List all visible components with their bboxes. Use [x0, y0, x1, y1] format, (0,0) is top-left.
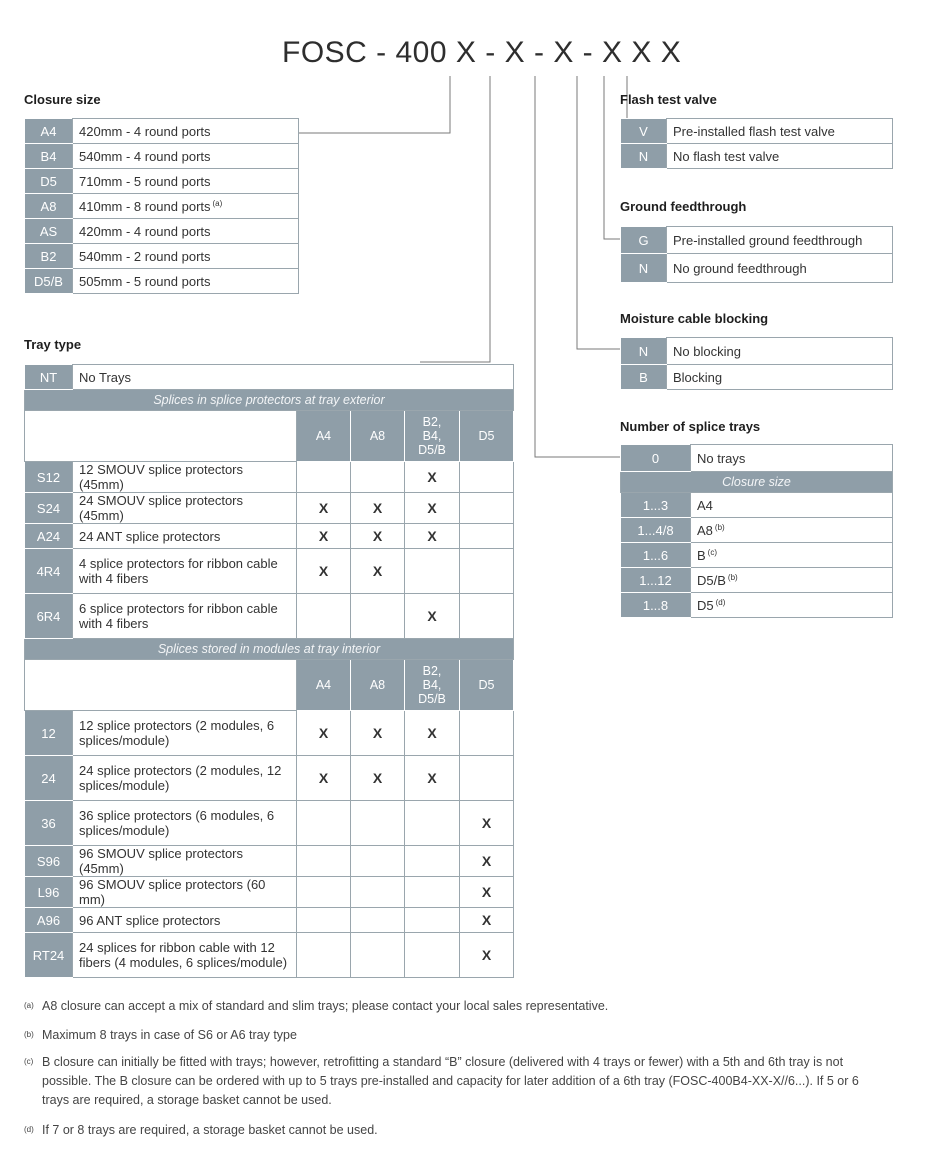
code-cell: L96	[25, 877, 73, 908]
code-cell: N	[621, 144, 667, 169]
code-cell: S24	[25, 493, 73, 524]
table-row	[621, 568, 893, 593]
mark-cell	[351, 877, 405, 908]
desc-cell: No trays	[691, 445, 893, 472]
code-cell: 4R4	[25, 549, 73, 594]
desc-cell: 540mm - 4 round ports	[73, 144, 299, 169]
desc-cell: 410mm - 8 round ports $^{(a)}$	[73, 194, 299, 219]
section-band: Splices stored in modules at tray interior	[25, 639, 514, 660]
mark-cell: X	[460, 933, 514, 978]
flash-test-valve-table	[620, 118, 893, 169]
code-cell: D5	[25, 169, 73, 194]
desc-cell: 24 SMOUV splice protectors (45mm)	[73, 493, 297, 524]
mark-cell	[297, 801, 351, 846]
col-header: A4	[297, 411, 351, 462]
title-sep-2: -	[533, 36, 545, 69]
column-header-row	[25, 411, 514, 462]
desc-cell: No blocking	[667, 338, 893, 365]
code-cell: 24	[25, 756, 73, 801]
section-band: Splices in splice protectors at tray exterior	[25, 390, 514, 411]
code-cell: V	[621, 119, 667, 144]
mark-cell: X	[351, 756, 405, 801]
code-cell: RT24	[25, 933, 73, 978]
desc-cell: 12 SMOUV splice protectors (45mm)	[73, 462, 297, 493]
mark-cell	[297, 846, 351, 877]
col-header: A8	[351, 660, 405, 711]
mark-cell	[297, 908, 351, 933]
mark-cell	[405, 877, 460, 908]
mark-cell: X	[405, 756, 460, 801]
table-row	[621, 445, 893, 472]
col-header: A4	[297, 660, 351, 711]
closure-size-heading: Closure size	[24, 92, 101, 107]
table-row	[25, 756, 514, 801]
code-cell: G	[621, 227, 667, 254]
mark-cell	[460, 711, 514, 756]
footnote-c: (c) B closure can initially be fitted with trays; however, retrofitting a standard “B” closure (delivered with 4 trays or fewer) with a 5th and 6th tray is not possible. The B closure can be ordered with up to 5 trays pre-installed and capacity for later addition of a 6th tray (FOSC-400B4-XX-X//6...). If 5 or 6 trays are required, a storage basket cannot be used.	[24, 1055, 859, 1107]
desc-cell: 12 splice protectors (2 modules, 6 splices/module)	[73, 711, 297, 756]
title-prefix: FOSC - 400	[282, 36, 448, 69]
desc-cell: 540mm - 2 round ports	[73, 244, 299, 269]
table-row	[25, 244, 299, 269]
code-cell: 1...8	[621, 593, 691, 618]
mark-cell	[297, 462, 351, 493]
mark-cell	[405, 801, 460, 846]
table-row	[621, 227, 893, 254]
mark-cell: X	[351, 711, 405, 756]
blank-header	[25, 411, 297, 462]
mark-cell	[460, 524, 514, 549]
col-header: D5	[460, 660, 514, 711]
table-row	[25, 493, 514, 524]
code-cell: S12	[25, 462, 73, 493]
mark-cell: X	[297, 756, 351, 801]
section-band: Closure size	[621, 472, 893, 493]
mark-cell: X	[351, 549, 405, 594]
mark-cell: X	[460, 801, 514, 846]
table-row	[25, 365, 514, 390]
title-part-3: X	[553, 36, 574, 69]
title-part-5: X	[631, 36, 652, 69]
mark-cell: X	[351, 493, 405, 524]
table-row	[25, 462, 514, 493]
footnote-d: (d) If 7 or 8 trays are required, a storage basket cannot be used.	[24, 1123, 378, 1137]
mark-cell: X	[405, 594, 460, 639]
mark-cell: X	[405, 524, 460, 549]
desc-cell: 96 SMOUV splice protectors (45mm)	[73, 846, 297, 877]
mark-cell	[351, 801, 405, 846]
connector-ground	[604, 76, 620, 239]
desc-cell: 4 splice protectors for ribbon cable with 4 fibers	[73, 549, 297, 594]
blank-header	[25, 660, 297, 711]
mark-cell: X	[351, 524, 405, 549]
footnote-ref: (d)	[715, 597, 726, 607]
footnote-ref: (c)	[707, 547, 717, 557]
table-row	[621, 493, 893, 518]
table-row	[621, 338, 893, 365]
desc-cell: 24 splice protectors (2 modules, 12 splices/module)	[73, 756, 297, 801]
mark-cell	[405, 549, 460, 594]
table-row	[25, 594, 514, 639]
tray-type-table	[24, 364, 514, 978]
moisture-table	[620, 337, 893, 390]
mark-cell: X	[405, 493, 460, 524]
title-part-4: X	[602, 36, 623, 69]
mark-cell: X	[297, 524, 351, 549]
table-row	[25, 549, 514, 594]
desc-cell: 24 splices for ribbon cable with 12 fibers (4 modules, 6 splices/module)	[73, 933, 297, 978]
table-row	[25, 144, 299, 169]
code-cell: D5/B	[25, 269, 73, 294]
footnote-ref: (b)	[714, 522, 725, 532]
desc-cell: No ground feedthrough	[667, 254, 893, 283]
mark-cell	[351, 908, 405, 933]
desc-cell: Pre-installed ground feedthrough	[667, 227, 893, 254]
table-row	[621, 144, 893, 169]
desc-cell: B $^{(c)}$	[691, 543, 893, 568]
desc-cell: 24 ANT splice protectors	[73, 524, 297, 549]
closure-size-table	[24, 118, 299, 294]
table-row	[25, 169, 299, 194]
splice-trays-table	[620, 444, 893, 618]
footnote-ref: (b)	[727, 572, 738, 582]
footnote-b: (b) Maximum 8 trays in case of S6 or A6 tray type	[24, 1028, 297, 1042]
title-part-2: X	[504, 36, 526, 69]
desc-cell: 6 splice protectors for ribbon cable with 4 fibers	[73, 594, 297, 639]
code-cell: 6R4	[25, 594, 73, 639]
table-row	[25, 846, 514, 877]
mark-cell: X	[297, 711, 351, 756]
desc-cell: D5/B $^{(b)}$	[691, 568, 893, 593]
ground-feedthrough-heading: Ground feedthrough	[620, 199, 747, 214]
ground-feedthrough-table	[620, 226, 893, 283]
code-cell: B4	[25, 144, 73, 169]
desc-cell: 505mm - 5 round ports	[73, 269, 299, 294]
table-row	[25, 933, 514, 978]
mark-cell	[297, 877, 351, 908]
mark-cell	[460, 549, 514, 594]
code-cell: S96	[25, 846, 73, 877]
table-row	[25, 119, 299, 144]
code-cell: A4	[25, 119, 73, 144]
mark-cell: X	[460, 908, 514, 933]
mark-cell	[351, 846, 405, 877]
code-cell: AS	[25, 219, 73, 244]
desc-cell: No flash test valve	[667, 144, 893, 169]
mark-cell	[460, 756, 514, 801]
table-row	[621, 543, 893, 568]
code-cell: 1...12	[621, 568, 691, 593]
code-cell: 36	[25, 801, 73, 846]
column-header-row	[25, 660, 514, 711]
code-cell: 1...6	[621, 543, 691, 568]
desc-cell: 420mm - 4 round ports	[73, 219, 299, 244]
table-row	[25, 524, 514, 549]
table-row	[25, 219, 299, 244]
desc-cell: 96 ANT splice protectors	[73, 908, 297, 933]
table-row	[25, 711, 514, 756]
mark-cell	[351, 933, 405, 978]
connector-closure-size	[299, 76, 450, 133]
mark-cell	[351, 462, 405, 493]
tray-type-heading: Tray type	[24, 337, 82, 352]
table-row	[25, 877, 514, 908]
desc-cell: A4	[691, 493, 893, 518]
mark-cell	[460, 594, 514, 639]
code-cell: B2	[25, 244, 73, 269]
desc-cell: Blocking	[667, 365, 893, 390]
table-row	[25, 801, 514, 846]
mark-cell	[405, 933, 460, 978]
mark-cell	[460, 493, 514, 524]
code-cell: A24	[25, 524, 73, 549]
code-cell: N	[621, 254, 667, 283]
connector-moisture	[577, 76, 620, 349]
title-part-1: X	[455, 36, 477, 69]
table-row	[25, 194, 299, 219]
mark-cell	[460, 462, 514, 493]
mark-cell: X	[297, 549, 351, 594]
table-row	[621, 254, 893, 283]
col-header: A8	[351, 411, 405, 462]
table-row	[621, 593, 893, 618]
code-cell: 1...3	[621, 493, 691, 518]
desc-cell: 710mm - 5 round ports	[73, 169, 299, 194]
code-cell: B	[621, 365, 667, 390]
mark-cell: X	[460, 877, 514, 908]
mark-cell	[405, 908, 460, 933]
title-sep-1: -	[485, 36, 496, 69]
code-cell: A8	[25, 194, 73, 219]
mark-cell	[351, 594, 405, 639]
desc-cell: Pre-installed flash test valve	[667, 119, 893, 144]
mark-cell	[297, 594, 351, 639]
mark-cell: X	[405, 711, 460, 756]
desc-cell: D5 $^{(d)}$	[691, 593, 893, 618]
code-cell: 1...4/8	[621, 518, 691, 543]
mark-cell: X	[460, 846, 514, 877]
desc-cell: No Trays	[73, 365, 514, 390]
table-row	[621, 365, 893, 390]
footnote-ref: (a)	[212, 198, 223, 208]
mark-cell: X	[405, 462, 460, 493]
mark-cell	[297, 933, 351, 978]
footnote-a: (a) A8 closure can accept a mix of standard and slim trays; please contact your local sales representative.	[24, 999, 609, 1013]
title-sep-3: -	[582, 36, 594, 69]
desc-cell: 36 splice protectors (6 modules, 6 splices/module)	[73, 801, 297, 846]
code-cell: 0	[621, 445, 691, 472]
col-header: B2, B4, D5/B	[405, 411, 460, 462]
connector-tray-type	[420, 76, 490, 362]
col-header: D5	[460, 411, 514, 462]
col-header: B2, B4, D5/B	[405, 660, 460, 711]
mark-cell: X	[297, 493, 351, 524]
moisture-heading: Moisture cable blocking	[620, 311, 769, 326]
table-row	[621, 518, 893, 543]
desc-cell: A8 $^{(b)}$	[691, 518, 893, 543]
code-cell: NT	[25, 365, 73, 390]
table-row	[25, 908, 514, 933]
code-cell: N	[621, 338, 667, 365]
flash-test-valve-heading: Flash test valve	[620, 92, 717, 107]
desc-cell: 420mm - 4 round ports	[73, 119, 299, 144]
table-row	[621, 119, 893, 144]
splice-trays-heading: Number of splice trays	[620, 419, 761, 434]
table-row	[25, 269, 299, 294]
desc-cell: 96 SMOUV splice protectors (60 mm)	[73, 877, 297, 908]
title-part-6: X	[660, 36, 682, 69]
code-cell: 12	[25, 711, 73, 756]
code-cell: A96	[25, 908, 73, 933]
mark-cell	[405, 846, 460, 877]
